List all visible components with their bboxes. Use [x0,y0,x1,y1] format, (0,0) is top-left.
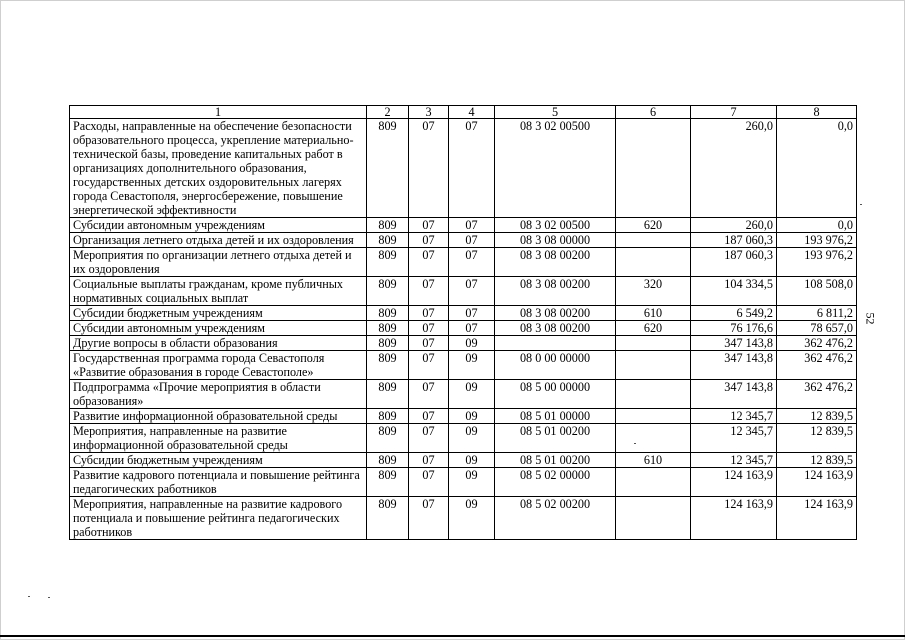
table-row [70,306,857,321]
table-cell: 260,0 [691,119,777,218]
table-cell [616,233,691,248]
table-cell: Организация летнего отдыха детей и их оздоровления [70,233,367,248]
table-cell: 620 [616,321,691,336]
budget-table-body [70,106,857,540]
table-cell: 09 [449,424,495,453]
table-cell: 6 811,2 [777,306,857,321]
table-cell: 07 [409,336,449,351]
budget-table [69,105,857,540]
table-cell: Мероприятия, направленные на развитие информационной образовательной среды [70,424,367,453]
scan-speck [28,596,30,597]
table-cell: 07 [449,218,495,233]
table-cell: 12 839,5 [777,409,857,424]
table-cell: Субсидии автономным учреждениям [70,321,367,336]
table-cell: 07 [409,409,449,424]
table-cell: Развитие кадрового потенциала и повышение рейтинга педагогических работников [70,468,367,497]
table-cell: 347 143,8 [691,380,777,409]
table-cell: 07 [409,453,449,468]
table-cell: 07 [409,351,449,380]
table-cell: 09 [449,497,495,540]
table-cell: Субсидии бюджетным учреждениям [70,306,367,321]
table-cell: Субсидии бюджетным учреждениям [70,453,367,468]
table-row [70,248,857,277]
column-number-5: 5 [495,106,616,119]
table-row [70,424,857,453]
table-cell: Другие вопросы в области образования [70,336,367,351]
table-row [70,277,857,306]
table-row [70,497,857,540]
table-cell: Мероприятия, направленные на развитие кадрового потенциала и повышение рейтинга педагогических работников [70,497,367,540]
table-cell: 809 [367,218,409,233]
table-cell: 347 143,8 [691,351,777,380]
table-cell: 08 5 02 00000 [495,468,616,497]
table-cell: Субсидии автономным учреждениям [70,218,367,233]
table-cell: 07 [409,248,449,277]
table-cell: 362 476,2 [777,380,857,409]
table-cell: 108 508,0 [777,277,857,306]
table-cell [616,409,691,424]
table-cell: 08 3 08 00200 [495,248,616,277]
table-cell: 07 [449,321,495,336]
table-cell: 187 060,3 [691,248,777,277]
table-cell: 76 176,6 [691,321,777,336]
table-cell: 809 [367,277,409,306]
column-number-1: 1 [70,106,367,119]
table-cell [616,336,691,351]
table-cell: 07 [449,306,495,321]
table-row [70,218,857,233]
table-cell [616,424,691,453]
page-number: 52 [863,312,878,325]
table-cell: 347 143,8 [691,336,777,351]
table-cell: 809 [367,351,409,380]
table-cell: 08 5 00 00000 [495,380,616,409]
table-cell: Социальные выплаты гражданам, кроме публичных нормативных социальных выплат [70,277,367,306]
table-cell: 12 345,7 [691,424,777,453]
table-cell: 620 [616,218,691,233]
table-cell: 07 [409,424,449,453]
table-cell: 809 [367,468,409,497]
table-cell: 0,0 [777,119,857,218]
table-cell: 187 060,3 [691,233,777,248]
table-cell: 08 5 02 00200 [495,497,616,540]
table-cell: 07 [409,497,449,540]
table-cell: 809 [367,424,409,453]
table-cell: 809 [367,306,409,321]
table-row [70,321,857,336]
table-row [70,233,857,248]
scan-speck [634,443,636,444]
table-cell: 362 476,2 [777,351,857,380]
table-cell: 07 [409,321,449,336]
table-row [70,336,857,351]
table-cell: 08 0 00 00000 [495,351,616,380]
table-row [70,119,857,218]
table-cell: 12 839,5 [777,453,857,468]
table-cell: 12 345,7 [691,409,777,424]
table-cell: 08 5 01 00000 [495,409,616,424]
table-cell: 12 839,5 [777,424,857,453]
table-cell: Развитие информационной образовательной среды [70,409,367,424]
table-cell: 809 [367,497,409,540]
table-cell: 08 3 08 00200 [495,306,616,321]
column-number-8: 8 [777,106,857,119]
table-row [70,351,857,380]
table-cell: 124 163,9 [691,497,777,540]
table-cell: Расходы, направленные на обеспечение безопасности образовательного процесса, укрепление материально-технической базы, проведение капитальных работ в организациях дополнительного образования, государственных детских оздоровительных лагерях города Севастополя, энергосбережение, повышение энергетической эффективности [70,119,367,218]
table-cell: Подпрограмма «Прочие мероприятия в области образования» [70,380,367,409]
table-cell: 07 [449,277,495,306]
table-cell: 610 [616,306,691,321]
table-cell: 6 549,2 [691,306,777,321]
table-cell: 809 [367,119,409,218]
table-cell: 809 [367,409,409,424]
table-cell: 193 976,2 [777,248,857,277]
table-cell: 124 163,9 [777,468,857,497]
table-cell: 809 [367,233,409,248]
table-cell: 809 [367,380,409,409]
table-cell [616,468,691,497]
table-cell: 07 [409,306,449,321]
table-cell [616,248,691,277]
table-row [70,380,857,409]
column-number-2: 2 [367,106,409,119]
table-cell: 124 163,9 [691,468,777,497]
table-cell: 07 [409,233,449,248]
table-cell: 104 334,5 [691,277,777,306]
table-cell: 809 [367,321,409,336]
table-cell: 08 5 01 00200 [495,453,616,468]
column-number-4: 4 [449,106,495,119]
table-cell: 12 345,7 [691,453,777,468]
table-cell: 0,0 [777,218,857,233]
table-cell [495,336,616,351]
table-row [70,453,857,468]
table-cell: 809 [367,453,409,468]
table-cell: 610 [616,453,691,468]
table-cell: 09 [449,468,495,497]
table-cell: 08 3 02 00500 [495,218,616,233]
column-number-7: 7 [691,106,777,119]
table-cell: 07 [409,468,449,497]
table-cell: 362 476,2 [777,336,857,351]
table-cell [616,351,691,380]
table-cell: 08 3 08 00200 [495,277,616,306]
table-cell: 809 [367,248,409,277]
table-cell: 09 [449,351,495,380]
table-cell [616,380,691,409]
table-cell: 07 [409,380,449,409]
table-cell: 07 [409,218,449,233]
table-row [70,409,857,424]
table-cell: 78 657,0 [777,321,857,336]
column-number-6: 6 [616,106,691,119]
page-bottom-edge [0,635,905,637]
table-cell: 09 [449,409,495,424]
table-cell: 08 3 02 00500 [495,119,616,218]
table-cell: 124 163,9 [777,497,857,540]
table-cell: 07 [449,248,495,277]
table-cell [616,497,691,540]
table-row [70,468,857,497]
table-cell: Государственная программа города Севастополя «Развитие образования в городе Севастополе» [70,351,367,380]
table-cell: 07 [409,277,449,306]
table-cell: 08 5 01 00200 [495,424,616,453]
scan-speck [860,204,862,205]
table-cell: Мероприятия по организации летнего отдыха детей и их оздоровления [70,248,367,277]
table-cell: 08 3 08 00200 [495,321,616,336]
table-cell: 07 [449,233,495,248]
table-cell: 193 976,2 [777,233,857,248]
table-cell: 809 [367,336,409,351]
table-cell [616,119,691,218]
table-header-row [70,106,857,119]
scan-speck [48,597,50,598]
table-cell: 09 [449,336,495,351]
table-cell: 09 [449,453,495,468]
table-cell: 07 [449,119,495,218]
table-cell: 08 3 08 00000 [495,233,616,248]
table-cell: 07 [409,119,449,218]
table-cell: 260,0 [691,218,777,233]
column-number-3: 3 [409,106,449,119]
table-cell: 09 [449,380,495,409]
table-cell: 320 [616,277,691,306]
